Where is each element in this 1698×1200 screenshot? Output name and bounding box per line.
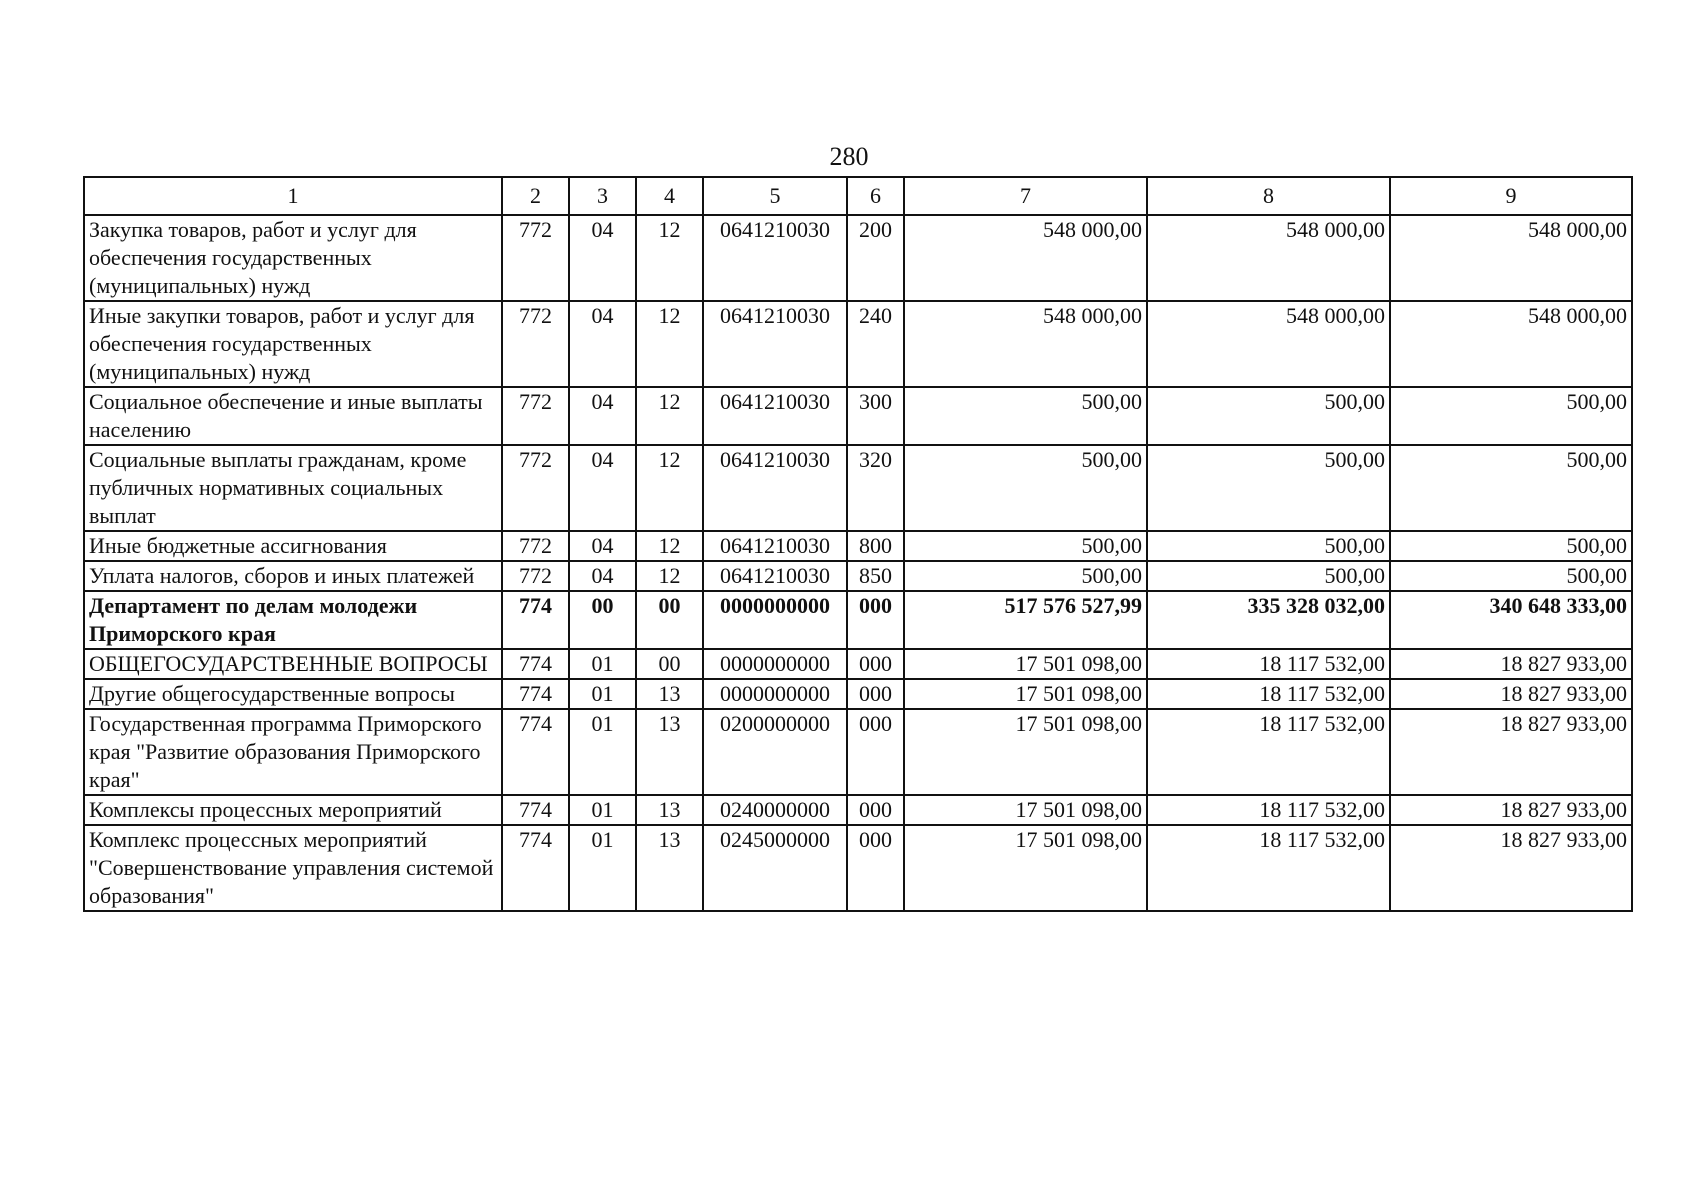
expense-type-cell: 000 xyxy=(847,709,904,795)
subsection-code-cell: 13 xyxy=(636,709,703,795)
amount-year2-cell: 18 117 532,00 xyxy=(1147,679,1390,709)
section-code-cell: 04 xyxy=(569,301,636,387)
row-name-cell: Социальные выплаты гражданам, кроме публичных нормативных социальных выплат xyxy=(84,445,502,531)
expense-type-cell: 300 xyxy=(847,387,904,445)
amount-year3-cell: 500,00 xyxy=(1390,387,1632,445)
table-body xyxy=(84,215,1632,911)
table-row xyxy=(84,709,1632,795)
subsection-code-cell: 12 xyxy=(636,215,703,301)
target-code-cell: 0245000000 xyxy=(703,825,847,911)
amount-year3-cell: 18 827 933,00 xyxy=(1390,825,1632,911)
amount-year1-cell: 17 501 098,00 xyxy=(904,795,1147,825)
expense-type-cell: 850 xyxy=(847,561,904,591)
expense-type-cell: 000 xyxy=(847,591,904,649)
target-code-cell: 0240000000 xyxy=(703,795,847,825)
header-cell: 8 xyxy=(1147,177,1390,215)
row-name-cell: Уплата налогов, сборов и иных платежей xyxy=(84,561,502,591)
target-code-cell: 0641210030 xyxy=(703,531,847,561)
subsection-code-cell: 12 xyxy=(636,531,703,561)
header-cell: 4 xyxy=(636,177,703,215)
expense-type-cell: 800 xyxy=(847,531,904,561)
section-code-cell: 01 xyxy=(569,679,636,709)
expense-type-cell: 000 xyxy=(847,825,904,911)
amount-year3-cell: 548 000,00 xyxy=(1390,215,1632,301)
amount-year1-cell: 548 000,00 xyxy=(904,301,1147,387)
header-cell: 5 xyxy=(703,177,847,215)
amount-year1-cell: 500,00 xyxy=(904,445,1147,531)
grbs-code-cell: 772 xyxy=(502,561,569,591)
amount-year3-cell: 500,00 xyxy=(1390,445,1632,531)
header-cell: 1 xyxy=(84,177,502,215)
amount-year1-cell: 517 576 527,99 xyxy=(904,591,1147,649)
table-row xyxy=(84,795,1632,825)
amount-year2-cell: 500,00 xyxy=(1147,445,1390,531)
subsection-code-cell: 12 xyxy=(636,387,703,445)
subsection-code-cell: 12 xyxy=(636,561,703,591)
amount-year2-cell: 548 000,00 xyxy=(1147,215,1390,301)
subsection-code-cell: 12 xyxy=(636,301,703,387)
row-name-cell: Комплексы процессных мероприятий xyxy=(84,795,502,825)
target-code-cell: 0641210030 xyxy=(703,215,847,301)
grbs-code-cell: 772 xyxy=(502,531,569,561)
grbs-code-cell: 772 xyxy=(502,445,569,531)
expense-type-cell: 000 xyxy=(847,649,904,679)
row-name-cell: Иные закупки товаров, работ и услуг для обеспечения государственных (муниципальных) нужд xyxy=(84,301,502,387)
table-row xyxy=(84,445,1632,531)
row-name-cell: Социальное обеспечение и иные выплаты населению xyxy=(84,387,502,445)
target-code-cell: 0000000000 xyxy=(703,649,847,679)
table-row xyxy=(84,679,1632,709)
page-number: 280 xyxy=(829,142,869,171)
amount-year2-cell: 18 117 532,00 xyxy=(1147,649,1390,679)
section-code-cell: 01 xyxy=(569,795,636,825)
row-name-cell: Государственная программа Приморского края "Развитие образования Приморского края" xyxy=(84,709,502,795)
amount-year3-cell: 340 648 333,00 xyxy=(1390,591,1632,649)
subsection-code-cell: 13 xyxy=(636,795,703,825)
grbs-code-cell: 774 xyxy=(502,709,569,795)
subsection-code-cell: 13 xyxy=(636,679,703,709)
amount-year2-cell: 335 328 032,00 xyxy=(1147,591,1390,649)
table-row xyxy=(84,591,1632,649)
row-name-cell: Закупка товаров, работ и услуг для обеспечения государственных (муниципальных) нужд xyxy=(84,215,502,301)
amount-year1-cell: 17 501 098,00 xyxy=(904,709,1147,795)
target-code-cell: 0641210030 xyxy=(703,445,847,531)
target-code-cell: 0641210030 xyxy=(703,561,847,591)
amount-year3-cell: 500,00 xyxy=(1390,531,1632,561)
section-code-cell: 04 xyxy=(569,531,636,561)
target-code-cell: 0200000000 xyxy=(703,709,847,795)
table-row xyxy=(84,561,1632,591)
amount-year2-cell: 500,00 xyxy=(1147,561,1390,591)
row-name-cell: Иные бюджетные ассигнования xyxy=(84,531,502,561)
section-code-cell: 00 xyxy=(569,591,636,649)
header-cell: 7 xyxy=(904,177,1147,215)
subsection-code-cell: 00 xyxy=(636,649,703,679)
subsection-code-cell: 00 xyxy=(636,591,703,649)
grbs-code-cell: 772 xyxy=(502,301,569,387)
table-row xyxy=(84,531,1632,561)
grbs-code-cell: 772 xyxy=(502,387,569,445)
section-code-cell: 04 xyxy=(569,445,636,531)
budget-table xyxy=(83,176,1633,912)
table-row xyxy=(84,301,1632,387)
header-cell: 2 xyxy=(502,177,569,215)
section-code-cell: 01 xyxy=(569,825,636,911)
header-row xyxy=(84,177,1632,215)
header-cell: 3 xyxy=(569,177,636,215)
table-row xyxy=(84,215,1632,301)
amount-year2-cell: 500,00 xyxy=(1147,531,1390,561)
amount-year1-cell: 548 000,00 xyxy=(904,215,1147,301)
amount-year2-cell: 18 117 532,00 xyxy=(1147,795,1390,825)
amount-year3-cell: 18 827 933,00 xyxy=(1390,795,1632,825)
expense-type-cell: 320 xyxy=(847,445,904,531)
target-code-cell: 0000000000 xyxy=(703,591,847,649)
table-header xyxy=(84,177,1632,215)
amount-year2-cell: 500,00 xyxy=(1147,387,1390,445)
expense-type-cell: 200 xyxy=(847,215,904,301)
grbs-code-cell: 772 xyxy=(502,215,569,301)
grbs-code-cell: 774 xyxy=(502,649,569,679)
target-code-cell: 0641210030 xyxy=(703,301,847,387)
expense-type-cell: 240 xyxy=(847,301,904,387)
section-code-cell: 04 xyxy=(569,561,636,591)
subsection-code-cell: 13 xyxy=(636,825,703,911)
row-name-cell: Комплекс процессных мероприятий "Совершенствование управления системой образования" xyxy=(84,825,502,911)
amount-year2-cell: 18 117 532,00 xyxy=(1147,709,1390,795)
grbs-code-cell: 774 xyxy=(502,795,569,825)
amount-year1-cell: 500,00 xyxy=(904,561,1147,591)
amount-year3-cell: 18 827 933,00 xyxy=(1390,649,1632,679)
section-code-cell: 01 xyxy=(569,649,636,679)
expense-type-cell: 000 xyxy=(847,679,904,709)
row-name-cell: ОБЩЕГОСУДАРСТВЕННЫЕ ВОПРОСЫ xyxy=(84,649,502,679)
amount-year1-cell: 500,00 xyxy=(904,387,1147,445)
row-name-cell: Департамент по делам молодежи Приморского края xyxy=(84,591,502,649)
table-row xyxy=(84,387,1632,445)
header-cell: 9 xyxy=(1390,177,1632,215)
subsection-code-cell: 12 xyxy=(636,445,703,531)
grbs-code-cell: 774 xyxy=(502,591,569,649)
section-code-cell: 04 xyxy=(569,387,636,445)
amount-year2-cell: 18 117 532,00 xyxy=(1147,825,1390,911)
section-code-cell: 01 xyxy=(569,709,636,795)
amount-year2-cell: 548 000,00 xyxy=(1147,301,1390,387)
amount-year3-cell: 18 827 933,00 xyxy=(1390,709,1632,795)
amount-year1-cell: 500,00 xyxy=(904,531,1147,561)
amount-year1-cell: 17 501 098,00 xyxy=(904,679,1147,709)
expense-type-cell: 000 xyxy=(847,795,904,825)
amount-year3-cell: 548 000,00 xyxy=(1390,301,1632,387)
table-row xyxy=(84,649,1632,679)
target-code-cell: 0000000000 xyxy=(703,679,847,709)
target-code-cell: 0641210030 xyxy=(703,387,847,445)
header-cell: 6 xyxy=(847,177,904,215)
row-name-cell: Другие общегосударственные вопросы xyxy=(84,679,502,709)
amount-year3-cell: 18 827 933,00 xyxy=(1390,679,1632,709)
section-code-cell: 04 xyxy=(569,215,636,301)
amount-year3-cell: 500,00 xyxy=(1390,561,1632,591)
grbs-code-cell: 774 xyxy=(502,825,569,911)
grbs-code-cell: 774 xyxy=(502,679,569,709)
amount-year1-cell: 17 501 098,00 xyxy=(904,649,1147,679)
table-row xyxy=(84,825,1632,911)
amount-year1-cell: 17 501 098,00 xyxy=(904,825,1147,911)
